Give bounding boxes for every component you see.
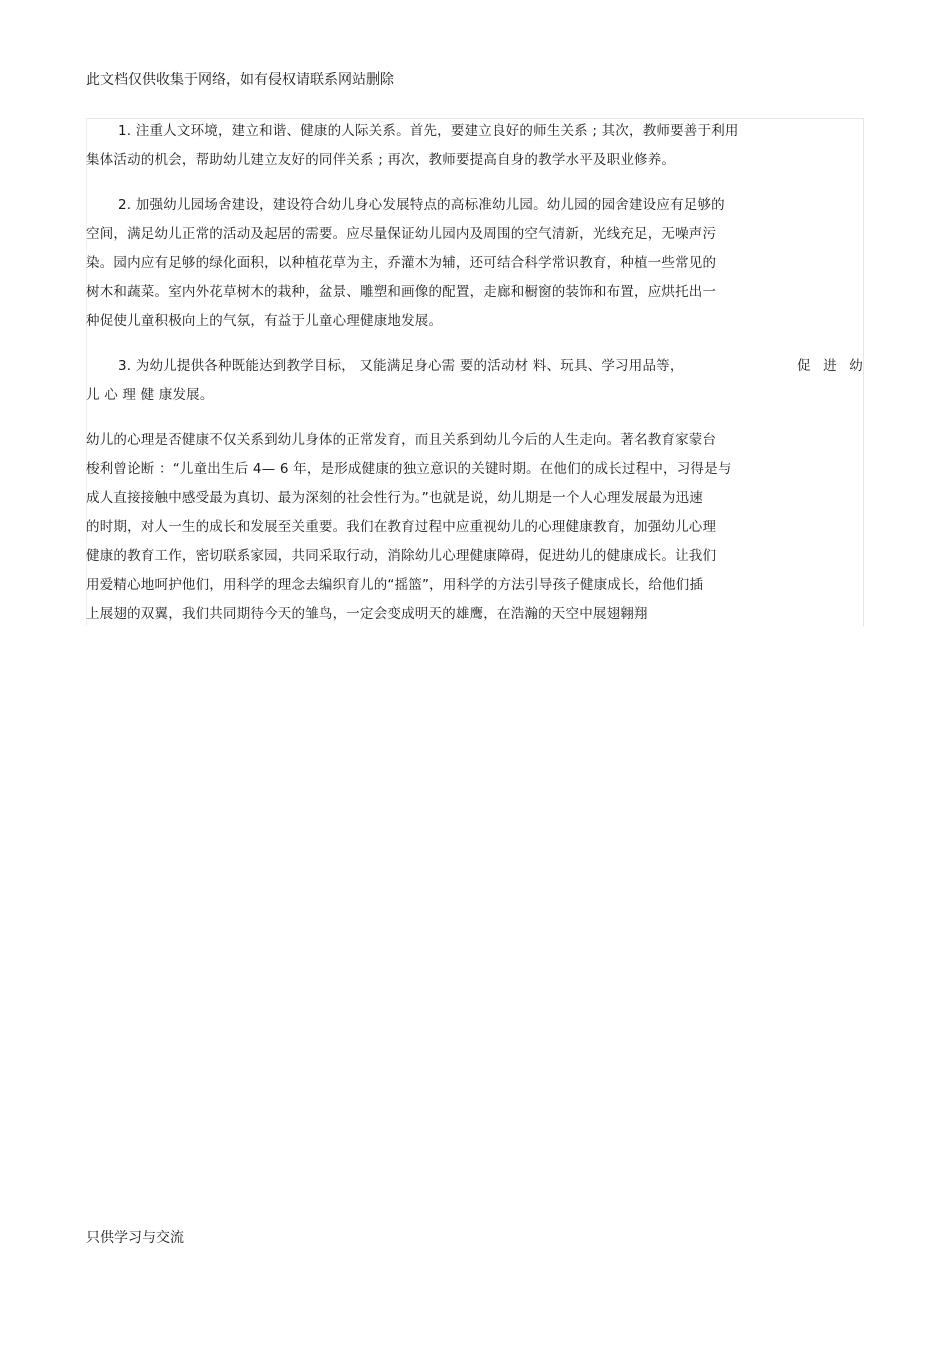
paragraph-3-line-1: 3. 为幼儿提供各种既能达到教学目标， 又能满足身心需 要的活动材 料、玩具、学习用品等， bbox=[118, 358, 684, 374]
paragraph-1-line-2: 集体活动的机会，帮助幼儿建立友好的同伴关系 ; 再次，教师要提高自身的教学水平及职业修养。 bbox=[86, 152, 676, 168]
paragraph-2-line-2: 空间，满足幼儿正常的活动及起居的需要。应尽量保证幼儿园内及周围的空气清新，光线充足，无噪声污 bbox=[86, 226, 717, 242]
tail-char-3: 幼 bbox=[849, 358, 863, 374]
paragraph-4-line-6: 用爱精心地呵护他们，用科学的理念去编织育儿的“摇篮”，用科学的方法引导孩子健康成长，给他们插 bbox=[86, 577, 704, 593]
paragraph-4-line-7: 上展翅的双翼，我们共同期待今天的雏鸟，一定会变成明天的雄鹰，在浩瀚的天空中展翅翱翔 bbox=[86, 606, 648, 622]
footer-notice: 只供学习与交流 bbox=[86, 1230, 184, 1246]
paragraph-1-line-1: 1. 注重人文环境，建立和谐、健康的人际关系。首先，要建立良好的师生关系 ; 其次，教师要善于利用 bbox=[118, 123, 739, 139]
paragraph-3-line-2: 儿 心 理 健 康发展。 bbox=[86, 387, 214, 403]
paragraph-2-line-1: 2. 加强幼儿园场舍建设，建设符合幼儿身心发展特点的高标准幼儿园。幼儿园的园舍建设应有足够的 bbox=[118, 197, 725, 213]
tail-char-1: 促 bbox=[797, 358, 811, 374]
tail-char-2: 进 bbox=[823, 358, 837, 374]
paragraph-3-line-1-tail bbox=[797, 356, 863, 376]
paragraph-4-line-1: 幼儿的心理是否健康不仅关系到幼儿身体的正常发育，而且关系到幼儿今后的人生走向。著名教育家蒙台 bbox=[86, 432, 717, 448]
paragraph-4-line-4: 的时期，对人一生的成长和发展至关重要。我们在教育过程中应重视幼儿的心理健康教育，加强幼儿心理 bbox=[86, 519, 717, 535]
header-notice: 此文档仅供收集于网络，如有侵权请联系网站删除 bbox=[86, 72, 394, 88]
paragraph-2-line-5: 种促使儿童积极向上的气氛，有益于儿童心理健康地发展。 bbox=[86, 313, 443, 329]
paragraph-2-line-4: 树木和蔬菜。室内外花草树木的栽种，盆景、雕塑和画像的配置，走廊和橱窗的装饰和布置，应烘托出一 bbox=[86, 284, 717, 300]
paragraph-4-line-3: 成人直接接触中感受最为真切、最为深刻的社会性行为。”也就是说，幼儿期是一个人心理发展最为迅速 bbox=[86, 490, 703, 506]
paragraph-4-line-5: 健康的教育工作，密切联系家园，共同采取行动，消除幼儿心理健康障碍，促进幼儿的健康成长。让我们 bbox=[86, 548, 717, 564]
paragraph-4-line-2: 梭利曾论断 ：“儿童出生后 4— 6 年，是形成健康的独立意识的关键时期。在他们的成长过程中，习得是与 bbox=[86, 461, 732, 477]
paragraph-2-line-3: 染。园内应有足够的绿化面积，以种植花草为主，乔灌木为辅，还可结合科学常识教育，种植一些常见的 bbox=[86, 255, 717, 271]
